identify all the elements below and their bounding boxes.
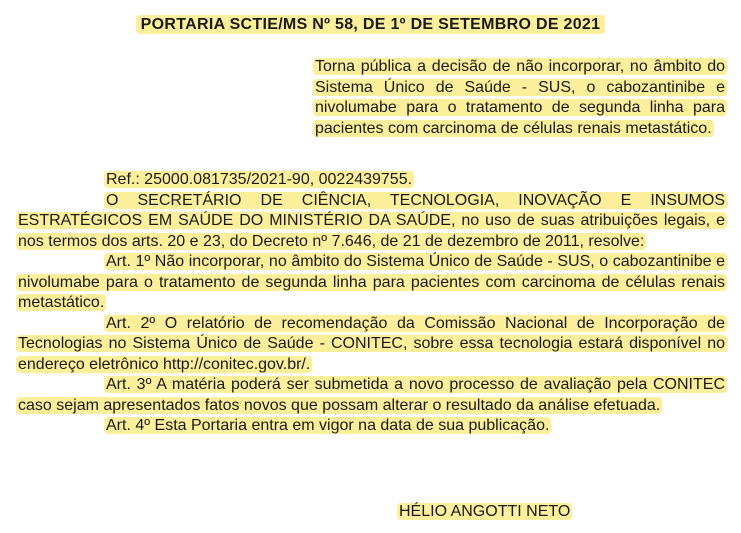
preamble-text: O SECRETÁRIO DE CIÊNCIA, TECNOLOGIA, INOVAÇÃO E INSUMOS ESTRATÉGICOS EM SAÚDE DO MINISTÉRIO DA SAÚDE, no uso de suas atribuições legais, e nos termos dos arts. 20 e 23, do Decreto nº 7.646, de 21 de dezembro de 2011, resolve: (18, 191, 725, 250)
article-2 (16, 314, 727, 376)
article-4-text: Art. 4º Esta Portaria entra em vigor na data de sua publicação. (106, 417, 550, 434)
article-3-text: Art. 3º A matéria poderá ser submetida a novo processo de avaliação pela CONITEC caso sejam apresentados fatos novos que possam alterar o resultado da análise efetuada. (18, 376, 725, 414)
article-1-text: Art. 1º Não incorporar, no âmbito do Sistema Único de Saúde - SUS, o cabozantinibe e nivolumabe para o tratamento de segunda linha para pacientes com carcinoma de células renais metastático. (18, 253, 725, 311)
signature (397, 503, 572, 521)
ementa-text: Torna pública a decisão de não incorporar, no âmbito do Sistema Único de Saúde - SUS, o cabozantinibe e nivolumabe para o tratamento de segunda linha para pacientes com carcinoma de células renais metastático. (315, 58, 725, 137)
preamble-paragraph (16, 191, 727, 253)
article-4 (16, 416, 727, 437)
document-title (0, 16, 741, 34)
signature-text: HÉLIO ANGOTTI NETO (399, 503, 571, 520)
reference-line (16, 170, 727, 191)
article-1 (16, 252, 727, 314)
article-2-text: Art. 2º O relatório de recomendação da Comissão Nacional de Incorporação de Tecnologias no Sistema Único de Saúde - CONITEC, sobre essa tecnologia estará disponível no endereço eletrônico http://conitec.gov.br/. (18, 314, 725, 373)
document-title-text: PORTARIA SCTIE/MS Nº 58, DE 1º DE SETEMBRO DE 2021 (136, 15, 606, 34)
article-3 (16, 375, 727, 416)
reference-text: Ref.: 25000.081735/2021-90, 0022439755. (106, 171, 413, 188)
document-body (16, 170, 727, 437)
ementa-block (313, 57, 727, 139)
